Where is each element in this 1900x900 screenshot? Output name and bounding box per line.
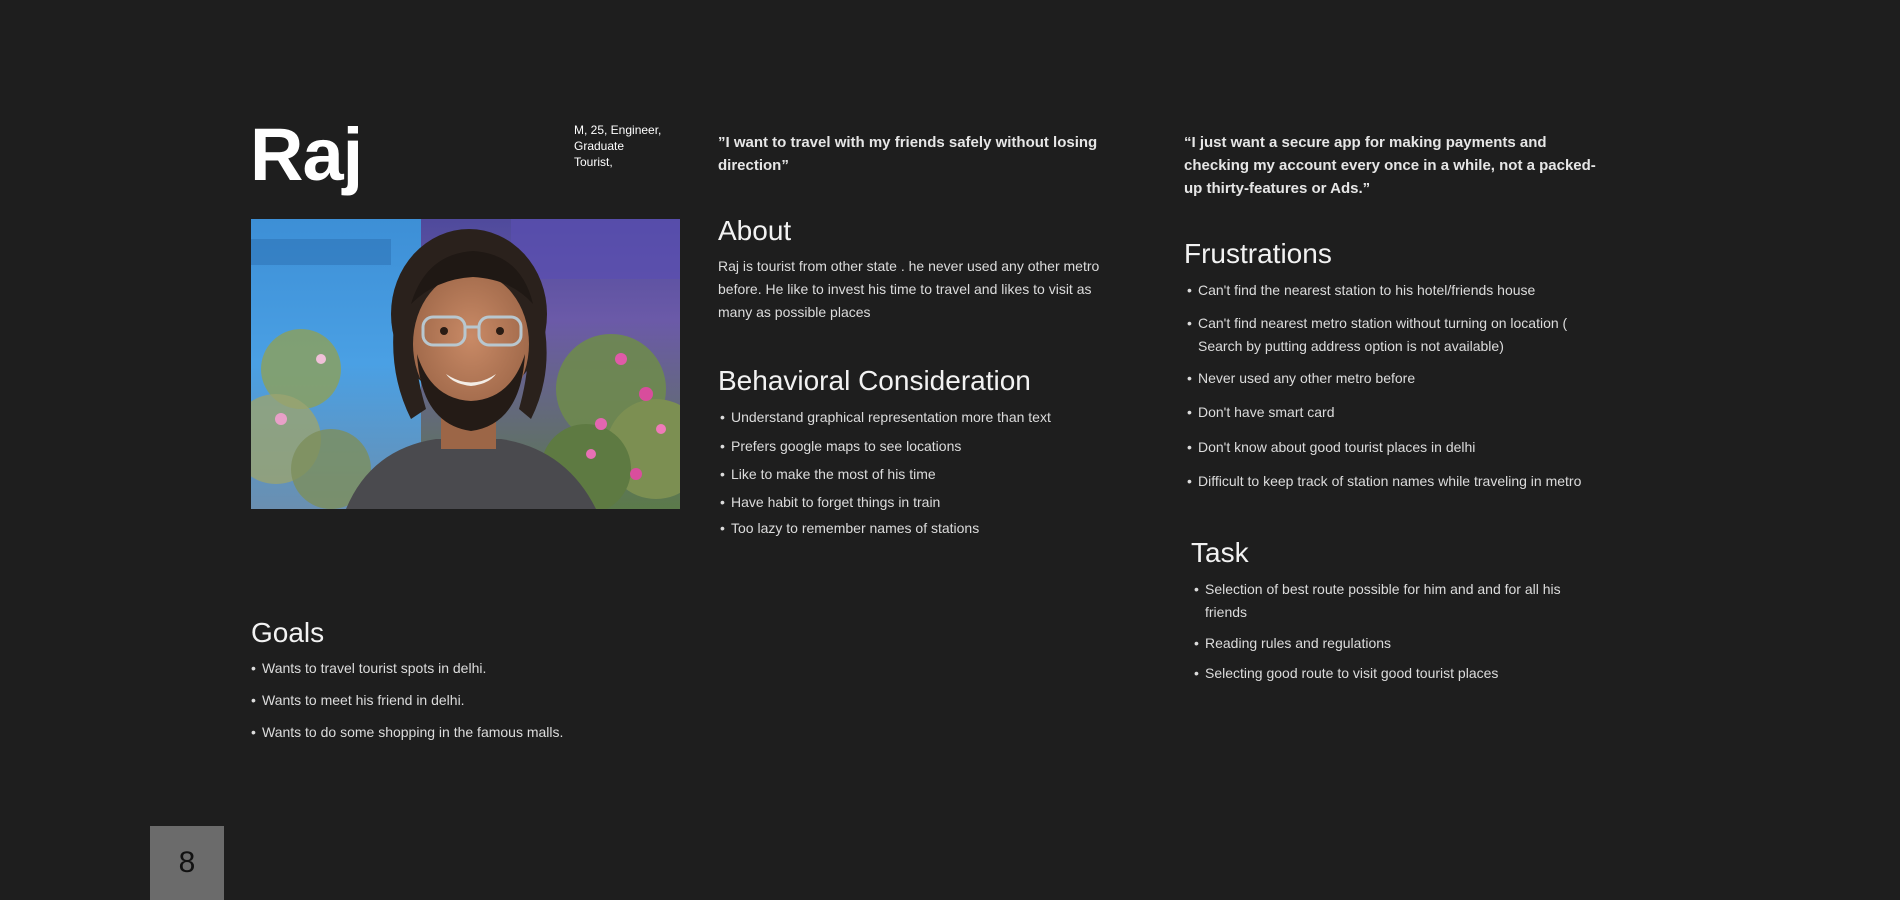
task-heading: Task <box>1191 537 1249 568</box>
list-item: • Reading rules and regulations <box>1194 632 1604 655</box>
meta-line: M, 25, Engineer, <box>574 123 662 137</box>
list-item: • Never used any other metro before <box>1187 367 1602 390</box>
meta-line: Graduate <box>574 139 625 153</box>
list-item: • Wants to travel tourist spots in delhi. <box>251 657 651 680</box>
list-item: • Like to make the most of his time <box>720 463 1140 486</box>
list-item: • Selecting good route to visit good tourist places <box>1194 662 1604 685</box>
list-item: • Selection of best route possible for him and and for all his friends <box>1194 578 1604 624</box>
list-item: • Don't know about good tourist places in delhi <box>1187 436 1602 459</box>
goals-list <box>251 657 651 744</box>
portrait-photo-icon <box>251 219 680 509</box>
behavioral-list <box>720 406 1140 540</box>
behavioral-heading: Behavioral Consideration <box>718 365 1031 396</box>
task-list <box>1194 578 1604 685</box>
list-item: • Can't find nearest metro station without turning on location ( Search by putting address option is not available) <box>1187 312 1602 358</box>
frustrations-heading: Frustrations <box>1184 238 1332 269</box>
about-text: Raj is tourist from other state . he never used any other metro before. He like to invest his time to travel and likes to visit as many as possible places <box>718 258 1100 320</box>
list-item: • Can't find the nearest station to his hotel/friends house <box>1187 279 1602 302</box>
list-item: • Understand graphical representation more than text <box>720 406 1140 429</box>
persona-photo <box>251 219 680 509</box>
persona-meta <box>574 122 684 170</box>
list-item: • Wants to do some shopping in the famous malls. <box>251 721 651 744</box>
meta-line: Tourist, <box>574 155 613 169</box>
frustrations-list <box>1187 279 1602 493</box>
list-item: • Have habit to forget things in train <box>720 491 1140 514</box>
quote-right: “I just want a secure app for making payments and checking my account every once in a while, not a packed-up thirty-features or Ads.” <box>1184 134 1596 197</box>
quote-left: ”I want to travel with my friends safely without losing direction” <box>718 134 1098 174</box>
list-item: • Too lazy to remember names of stations <box>720 517 1140 540</box>
page-number: 8 <box>150 826 224 900</box>
list-item: • Don't have smart card <box>1187 401 1602 424</box>
persona-name: Raj <box>250 113 363 196</box>
about-heading: About <box>718 215 792 246</box>
list-item: • Difficult to keep track of station names while traveling in metro <box>1187 470 1602 493</box>
goals-heading: Goals <box>251 617 325 648</box>
list-item: • Wants to meet his friend in delhi. <box>251 689 651 712</box>
list-item: • Prefers google maps to see locations <box>720 435 1140 458</box>
